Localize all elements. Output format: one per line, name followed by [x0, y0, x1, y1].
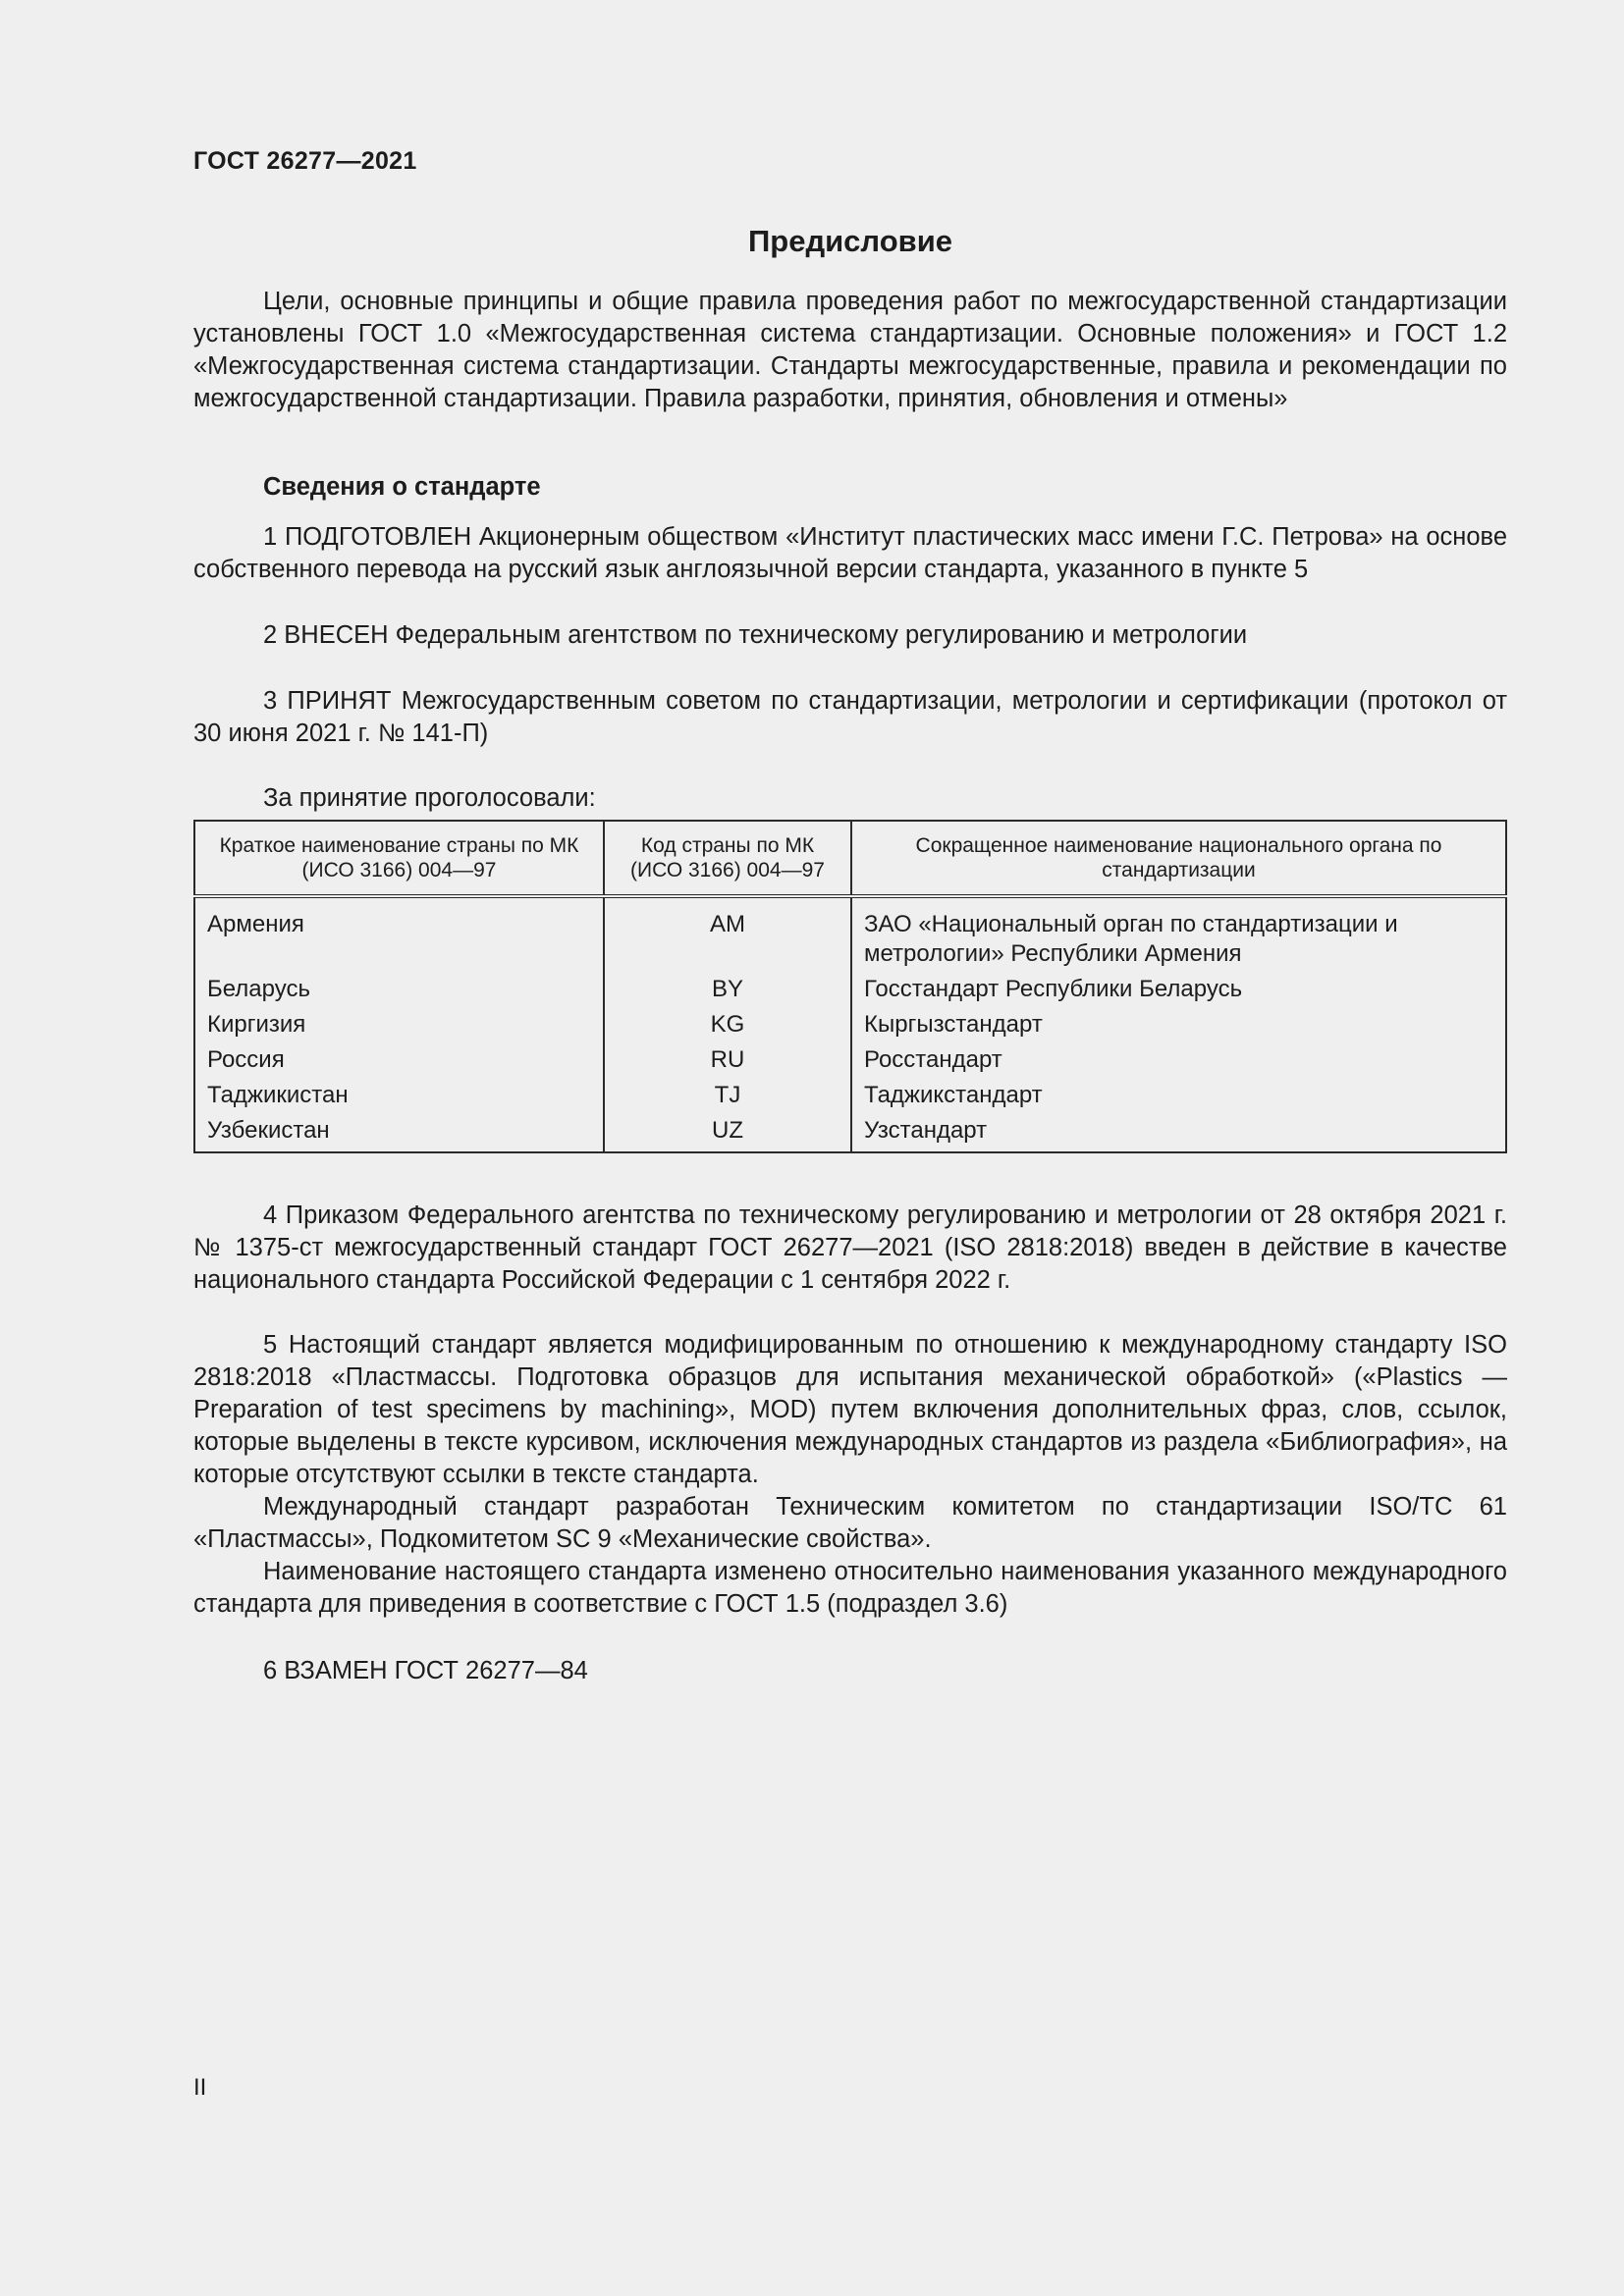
- document-page: [193, 0, 1507, 2296]
- preface-intro-block: [193, 286, 1507, 415]
- header-country-name: Краткое наименование страны по МК (ИСО 3166) 004—97: [194, 821, 604, 896]
- national-body: Таджикстандарт: [864, 1082, 1043, 1108]
- item-5-paragraph-3: Наименование настоящего стандарта изменено относительно наименования указанного международного стандарта для приведения в соответствие с ГОСТ 1.5 (подраздел 3.6): [193, 1558, 1507, 1618]
- table-row: [194, 1113, 1506, 1152]
- item-1-prepared: 1 ПОДГОТОВЛЕН Акционерным обществом «Институт пластических масс имени Г.С. Петрова» на основе собственного перевода на русский язык англоязычной версии стандарта, указанного в пункте 5: [193, 523, 1507, 583]
- table-row: [194, 972, 1506, 1007]
- country-name: Россия: [194, 1042, 604, 1078]
- info-heading-block: [193, 473, 1507, 502]
- table-row: [194, 1042, 1506, 1078]
- item-4-block: [193, 1200, 1507, 1297]
- item-6-replaces: 6 ВЗАМЕН ГОСТ 26277—84: [263, 1657, 588, 1684]
- country-code: BY: [604, 972, 851, 1007]
- item-1-block: [193, 521, 1507, 586]
- country-code: TJ: [604, 1078, 851, 1113]
- header-national-body: Сокращенное наименование национального органа по стандартизации: [851, 821, 1506, 896]
- header-country-code: Код страны по МК (ИСО 3166) 004—97: [604, 821, 851, 896]
- item-5-paragraph-2: Международный стандарт разработан Техническим комитетом по стандартизации ISO/TC 61 «Пластмассы», Подкомитетом SC 9 «Механические свойства».: [193, 1493, 1507, 1553]
- page-number: II: [193, 2074, 207, 2101]
- national-body: Узстандарт: [864, 1117, 988, 1144]
- country-code: KG: [604, 1007, 851, 1042]
- info-heading: Сведения о стандарте: [263, 473, 541, 501]
- national-body: Росстандарт: [864, 1046, 1002, 1073]
- item-3-adopted: 3 ПРИНЯТ Межгосударственным советом по стандартизации, метрологии и сертификации (протокол от 30 июня 2021 г. № 141-П): [193, 687, 1507, 747]
- table-row: [194, 1078, 1506, 1113]
- country-name: Таджикистан: [194, 1078, 604, 1113]
- preface-title: Предисловие: [747, 224, 952, 258]
- country-name: Беларусь: [194, 972, 604, 1007]
- item-5-block: [193, 1329, 1507, 1621]
- voted-label-block: [193, 782, 1507, 815]
- table-row: [194, 896, 1506, 972]
- country-code: AM: [604, 896, 851, 972]
- preface-intro: Цели, основные принципы и общие правила проведения работ по межгосударственной стандартизации установлены ГОСТ 1.0 «Межгосударственная система стандартизации. Основные положения» и ГОСТ 1.2 «Межгосударственная система стандартизации. Стандарты межгосударственные, правила и рекомендации по межгосударственной стандартизации. Правила разработки, принятия, обновления и отмены»: [193, 288, 1507, 412]
- country-name: Узбекистан: [194, 1113, 604, 1152]
- country-code: UZ: [604, 1113, 851, 1152]
- national-body: Кыргызстандарт: [864, 1011, 1043, 1038]
- item-4-order: 4 Приказом Федерального агентства по техническому регулированию и метрологии от 28 октября 2021 г. № 1375-ст межгосударственный стандарт ГОСТ 26277—2021 (ISO 2818:2018) введен в действие в качестве национального стандарта Российской Федерации с 1 сентября 2022 г.: [193, 1201, 1507, 1294]
- country-name: Киргизия: [194, 1007, 604, 1042]
- item-3-block: [193, 685, 1507, 750]
- voted-label: За принятие проголосовали:: [263, 784, 596, 812]
- national-body: Госстандарт Республики Беларусь: [864, 976, 1243, 1002]
- table-header-row: [194, 821, 1506, 896]
- item-2-block: [193, 619, 1507, 652]
- table-row: [194, 1007, 1506, 1042]
- document-code: ГОСТ 26277—2021: [193, 147, 417, 175]
- votes-table: [193, 820, 1507, 1153]
- national-body: ЗАО «Национальный орган по стандартизации и метрологии» Республики Армения: [864, 911, 1398, 967]
- country-name: Армения: [194, 896, 604, 972]
- item-2-introduced: 2 ВНЕСЕН Федеральным агентством по техническому регулированию и метрологии: [263, 621, 1248, 649]
- item-6-block: [193, 1655, 1507, 1687]
- item-5-paragraph-1: 5 Настоящий стандарт является модифицированным по отношению к международному стандарту ISO 2818:2018 «Пластмассы. Подготовка образцов для испытания механической обработкой» («Plastics — Preparation of test specimens by machining», MOD) путем включения дополнительных фраз, слов, ссылок, которые выделены в тексте курсивом, исключения международных стандартов из раздела «Библиография», на которые отсутствуют ссылки в тексте стандарта.: [193, 1331, 1507, 1488]
- country-code: RU: [604, 1042, 851, 1078]
